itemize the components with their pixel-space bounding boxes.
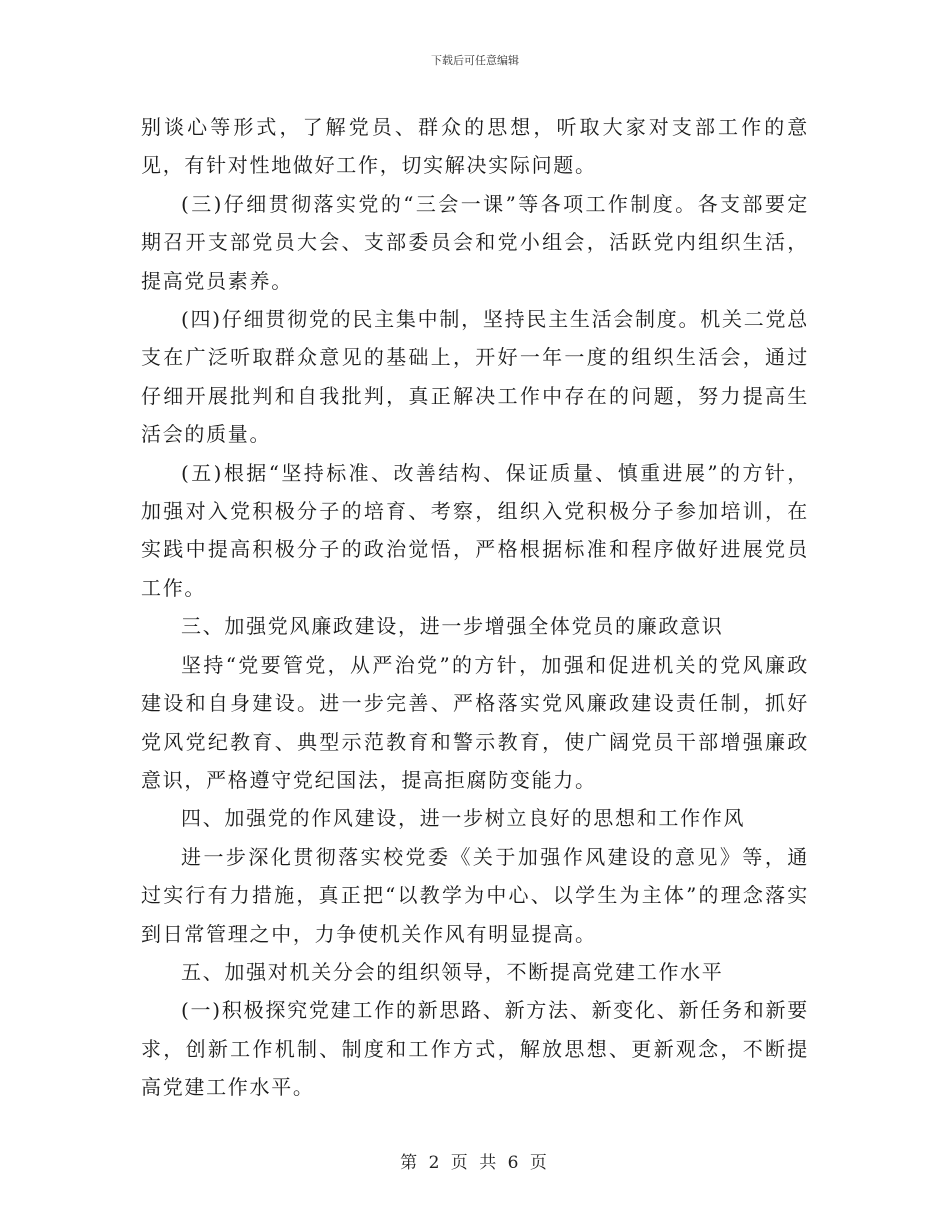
paragraph-6: 进一步深化贯彻落实校党委《关于加强作风建设的意见》等，通过实行有力措施，真正把“以教学为中心、以学生为主体”的理念落实到日常管理之中，力争使机关作风有明显提高。 xyxy=(141,844,809,946)
section-heading-5: 五、加强对机关分会的组织领导，不断提高党建工作水平 xyxy=(181,959,724,984)
paragraph-7: (一)积极探究党建工作的新思路、新方法、新变化、新任务和新要求，创新工作机制、制度和工作方式，解放思想、更新观念，不断提高党建工作水平。 xyxy=(141,998,809,1100)
page-header: 下载后可任意编辑 xyxy=(431,54,519,67)
paragraph-4: (五)根据“坚持标准、改善结构、保证质量、慎重进展”的方针，加强对入党积极分子的培育、考察，组织入党积极分子参加培训，在实践中提高积极分子的政治觉悟，严格根据标准和程序做好进展党员工作。 xyxy=(141,460,809,600)
section-heading-4: 四、加强党的作风建设，进一步树立良好的思想和工作作风 xyxy=(181,806,746,831)
paragraph-1: 别谈心等形式，了解党员、群众的思想，听取大家对支部工作的意见，有针对性地做好工作，切实解决实际问题。 xyxy=(141,115,809,178)
section-heading-3: 三、加强党风廉政建设，进一步增强全体党员的廉政意识 xyxy=(181,614,724,639)
paragraph-5: 坚持“党要管党，从严治党”的方针，加强和促进机关的党风廉政建设和自身建设。进一步完善、严格落实党风廉政建设责任制，抓好党风党纪教育、典型示范教育和警示教育，使广阔党员干部增强廉政意识，严格遵守党纪国法，提高拒腐防变能力。 xyxy=(141,652,809,792)
document-body xyxy=(141,108,809,1107)
paragraph-2: (三)仔细贯彻落实党的“三会一课”等各项工作制度。各支部要定期召开支部党员大会、支部委员会和党小组会，活跃党内组织生活，提高党员素养。 xyxy=(141,191,809,293)
paragraph-3: (四)仔细贯彻党的民主集中制，坚持民主生活会制度。机关二党总支在广泛听取群众意见的基础上，开好一年一度的组织生活会，通过仔细开展批判和自我批判，真正解决工作中存在的问题，努力提高生活会的质量。 xyxy=(141,307,809,447)
page-number: 第 2 页 共 6 页 xyxy=(400,1153,550,1173)
